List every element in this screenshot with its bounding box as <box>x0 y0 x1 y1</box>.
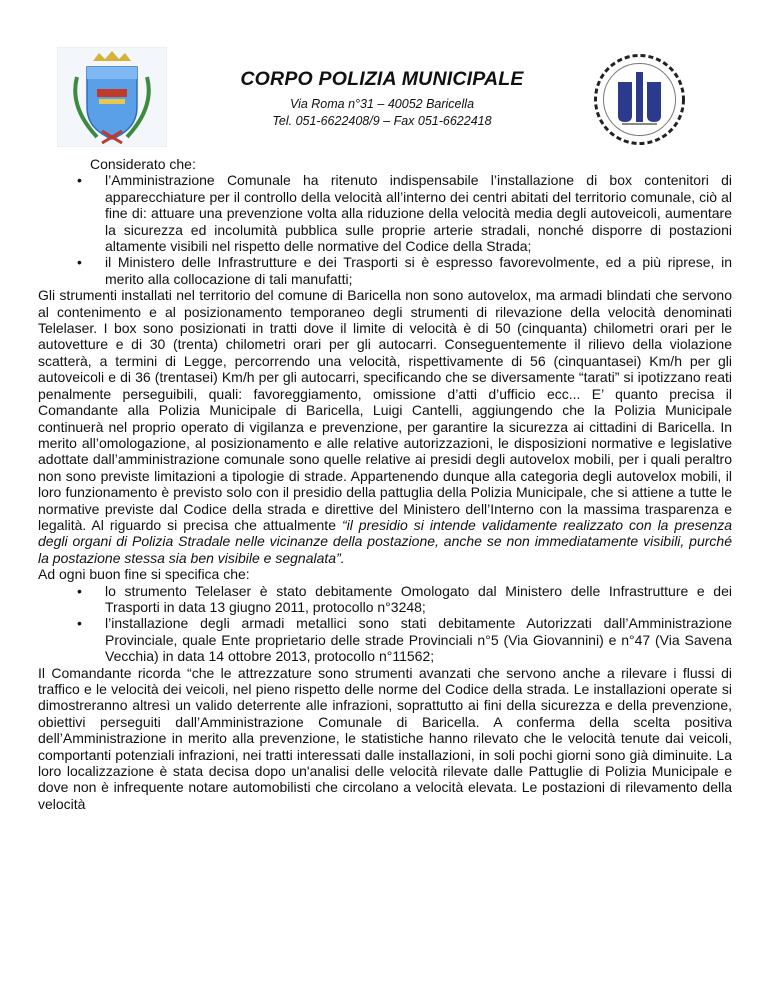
bullet-list-1 <box>38 172 732 287</box>
document-body <box>38 156 732 812</box>
considerato-heading: Considerato che: <box>90 156 196 172</box>
list-item: • l’Amministrazione Comunale ha ritenuto indispensabile l’installazione di box contenitori di apparecchiature per il controllo della velocità all’interno dei centri abitati del territorio comunale, ciò al fine di: attuare una prevenzione volta alla riduzione della velocità media degli autoveicoli, aumentare la sicurezza ed incolumità pubblica sulle proprie arterie stradali, nonché disporre di postazioni altamente visibili nel rispetto delle normative del Codice della Strada; <box>38 172 732 254</box>
list-item: • lo strumento Telelaser è stato debitamente Omologato dal Ministero delle Infrastrutture e dei Trasporti in data 13 giugno 2011, protocollo n°3248; <box>38 583 732 616</box>
ad-ogni-heading: Ad ogni buon fine si specifica che: <box>38 566 250 583</box>
letterhead <box>42 42 742 142</box>
municipal-coat-of-arms-icon <box>57 47 167 147</box>
page-title: CORPO POLIZIA MUNICIPALE <box>240 68 524 90</box>
police-badge-icon <box>592 52 687 147</box>
paragraph-commander: Il Comandante ricorda “che le attrezzature sono strumenti avanzati che servono anche a rilevare i flussi di traffico e le velocità dei veicoli, nel pieno rispetto delle norme del Codice della strada. Le installazioni operate si dimostreranno altresì un valido deterrente alle infrazioni, soprattutto ai fini della sicurezza e della prevenzione, obiettivi perseguiti dall’Amministrazione Comunale di Baricella. A conferma della scelta positiva dell’Amministrazione in merito alla prevenzione, le statistiche hanno rilevato che le velocità tenute dai veicoli, comportanti potenziali infrazioni, nei tratti interessati dalle installazioni, in soli pochi giorni sono già diminuite. La loro localizzazione è stata decisa dopo un'analisi delle velocità rilevate dalle Pattuglie di Polizia Municipale e dove non è infrequente notare automobilisti che circolano a velocità elevata. Le postazioni di rilevamento della velocità <box>38 664 732 812</box>
list-item: • l’installazione degli armadi metallici sono stati debitamente Autorizzati dall’Amministrazione Provinciale, quale Ente proprietario delle strade Provinciali n°5 (Via Giovannini) e n°47 (Via Savena Vecchia) in data 14 ottobre 2013, protocollo n°11562; <box>38 615 732 664</box>
paragraph-main-text: Gli strumenti installati nel territorio del comune di Baricella non sono autovelox, ma armadi blindati che servono al contenimento e al posizionamento temporaneo degli strumenti di rilevazione della velocità denominati Telelaser. I box sono posizionati in tratti dove il limite di velocità è di 50 (cinquanta) chilometri orari per le autovetture e di 30 (trenta) chilometri orari per gli autocarri. Conseguentemente il rilievo della violazione scatterà, a termini di Legge, percorrendo una velocità, rispettivamente di 56 (cinquantasei) Km/h per gli autoveicoli e di 36 (trentasei) Km/h per gli autocarri, specificando che se diversamente “tarati” si ipotizzano reati penalmente perseguibili, quali: favoreggiamento, omissione d’atti d’ufficio ecc... E’ quanto precisa il Comandante alla Polizia Municipale di Baricella, Luigi Cantelli, aggiungendo che la Polizia Municipale continuerà nel proprio operato di vigilanza e prevenzione, per garantire la sicurezza ai cittadini di Baricella. In merito all’omologazione, al posizionamento e alle relative autorizzazioni, le disposizioni normative e legislative adottate dall’amministrazione comunale sono quelle relative ai presidi degli autovelox mobili, per i quali peraltro non sono previste limitazioni a tipologie di strade. Appartenendo dunque alla categoria degli autovelox mobili, il loro funzionamento è previsto solo con il presidio della pattuglia della Polizia Municipale, che si attiene a tutte le normative previste dal Codice della strada e direttive del Ministero dell’Interno con la massima trasparenza e legalità. Al riguardo si precisa che attualmente <box>38 287 732 533</box>
paragraph-quote: “il presidio si intende validamente realizzato con la presenza degli organi di Polizia Stradale nelle vicinanze della postazione, anche se non immediatamente visibili, purché la postazione stessa sia ben visibile e segnalata”. <box>38 516 733 566</box>
address-line: Via Roma n°31 – 40052 Baricella <box>289 97 475 111</box>
paragraph-main <box>38 287 732 566</box>
list-item: • il Ministero delle Infrastrutture e dei Trasporti si è espresso favorevolmente, ed a più riprese, in merito alla collocazione di tali manufatti; <box>38 254 732 287</box>
bullet-list-2 <box>38 583 732 665</box>
letterhead-text <box>182 68 582 128</box>
phone-line: Tel. 051-6622408/9 – Fax 051-6622418 <box>272 114 492 128</box>
